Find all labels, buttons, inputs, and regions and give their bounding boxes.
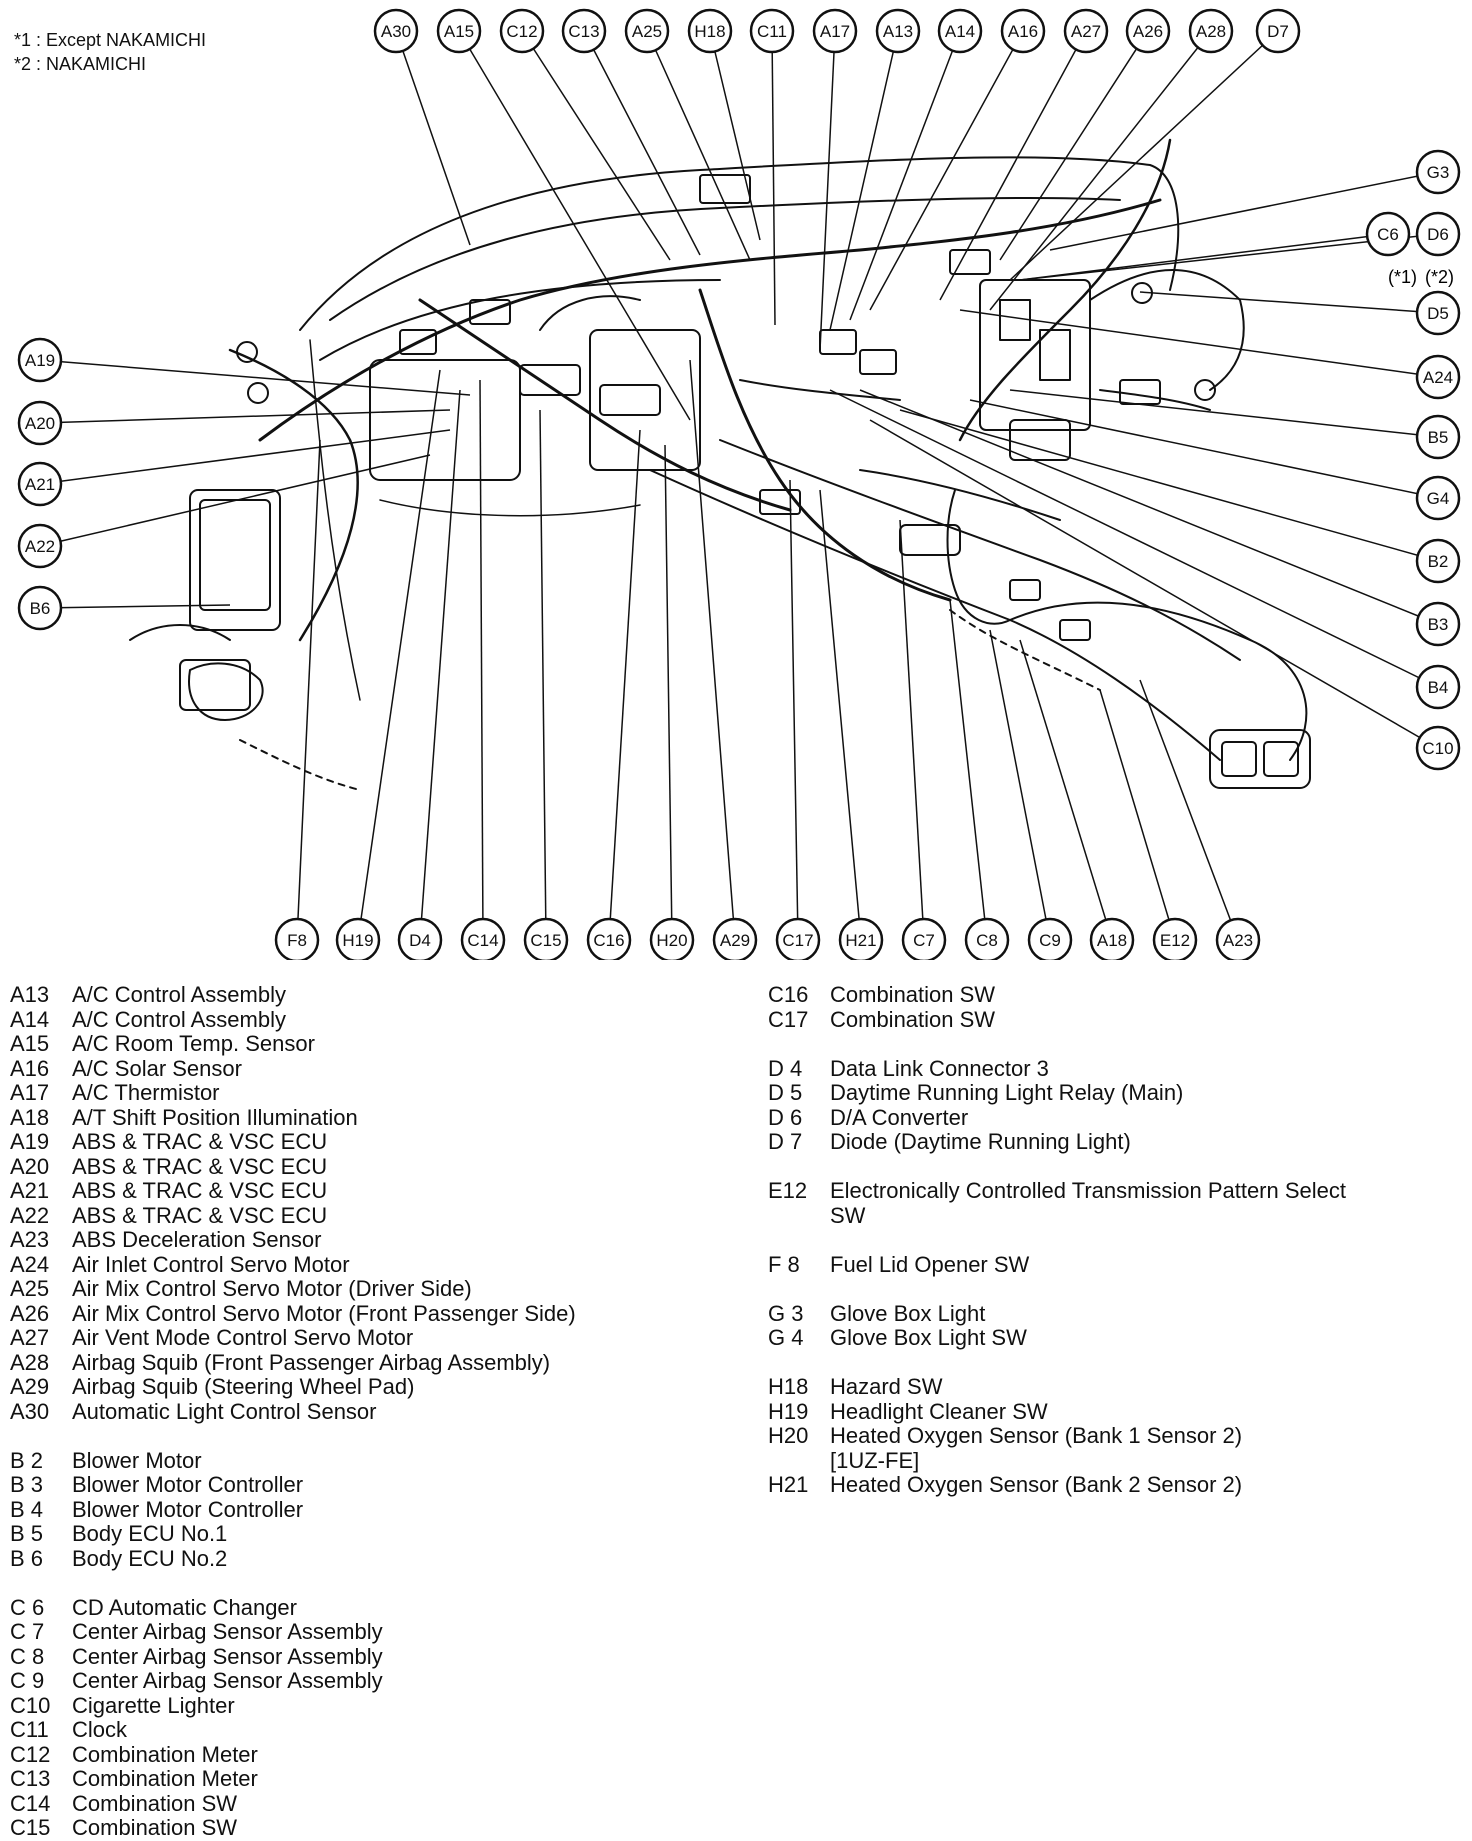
leader-line-a15 — [459, 31, 690, 420]
callout-label: C15 — [530, 931, 562, 950]
callout-a24 — [1417, 356, 1459, 398]
legend-row — [768, 1057, 1346, 1082]
legend-row — [768, 1400, 1346, 1425]
callout-b3 — [1417, 603, 1459, 645]
legend-description: ABS & TRAC & VSC ECU — [72, 1129, 328, 1154]
callout-label: H20 — [656, 931, 688, 950]
callout-c8 — [966, 919, 1008, 960]
legend-description: Air Inlet Control Servo Motor — [72, 1251, 350, 1277]
legend-row — [10, 1669, 576, 1694]
callout-c17 — [777, 919, 819, 960]
callout-label: A24 — [1422, 368, 1454, 387]
callout-label: C9 — [1039, 931, 1061, 950]
legend-code: B 2 — [10, 1447, 44, 1473]
legend-row — [768, 1204, 1346, 1229]
legend-row — [10, 1277, 576, 1302]
callout-label: A19 — [24, 351, 56, 370]
legend-code: B 5 — [10, 1521, 44, 1546]
legend-row — [10, 1155, 576, 1180]
note-nakamichi: *2 : NAKAMICHI — [14, 54, 147, 74]
callout-e12 — [1154, 919, 1196, 960]
legend-description: Combination Meter — [72, 1766, 258, 1791]
callout-a28 — [1190, 10, 1232, 52]
legend-description: Center Airbag Sensor Assembly — [72, 1668, 383, 1693]
legend-code: C 9 — [10, 1668, 45, 1693]
callout-a21 — [19, 463, 61, 505]
callout-a17 — [814, 10, 856, 52]
callout-a18 — [1091, 919, 1133, 960]
callout-label: C8 — [976, 931, 998, 950]
legend-code: B 6 — [10, 1545, 44, 1571]
callout-label: C16 — [593, 931, 625, 950]
legend-row — [10, 1522, 576, 1547]
legend-code: A19 — [10, 1129, 50, 1154]
legend-description: Diode (Daytime Running Light) — [830, 1129, 1131, 1154]
legend-code: C16 — [768, 982, 809, 1007]
legend-row — [10, 1767, 576, 1792]
legend-code: D 5 — [768, 1080, 803, 1105]
callout-label: D5 — [1427, 304, 1449, 323]
legend-description: Center Airbag Sensor Assembly — [72, 1643, 383, 1669]
legend-row — [768, 1473, 1346, 1498]
legend-description: SW — [830, 1202, 866, 1228]
legend-row — [768, 1424, 1346, 1449]
legend-description: Combination SW — [830, 1006, 996, 1032]
legend-code: D 6 — [768, 1104, 803, 1130]
legend-code: H20 — [768, 1423, 809, 1448]
legend-description: Hazard SW — [830, 1374, 943, 1399]
callout-label: C11 — [757, 22, 787, 41]
callout-a22 — [19, 525, 61, 567]
callout-c13 — [563, 10, 605, 52]
callout-d7 — [1257, 10, 1299, 52]
callout-label: H21 — [845, 931, 877, 950]
legend-code: C 7 — [10, 1619, 45, 1644]
callout-label: A30 — [380, 22, 412, 41]
leader-line-c11 — [772, 31, 775, 325]
callout-a16 — [1002, 10, 1044, 52]
legend-code: A22 — [10, 1202, 50, 1228]
legend-code — [768, 1204, 830, 1229]
legend-code: H21 — [768, 1472, 809, 1497]
legend-code: G 4 — [768, 1325, 804, 1350]
legend-code: C17 — [768, 1006, 809, 1032]
legend-row — [768, 1253, 1346, 1278]
legend-code: C 8 — [10, 1643, 45, 1669]
legend-code: A21 — [10, 1178, 50, 1203]
legend-row — [10, 1057, 576, 1082]
legend-gap — [768, 1032, 1346, 1057]
legend-row — [768, 1179, 1346, 1204]
callout-g4 — [1417, 477, 1459, 519]
leader-line-c6 — [1020, 234, 1388, 280]
callout-label: D4 — [409, 931, 431, 950]
callout-label: E12 — [1159, 931, 1191, 950]
callout-c6 — [1367, 213, 1409, 255]
legend-description: Air Vent Mode Control Servo Motor — [72, 1325, 414, 1350]
legend-row — [10, 1449, 576, 1474]
legend-row — [10, 1351, 576, 1376]
leader-line-c17 — [790, 480, 798, 940]
legend-code: A15 — [10, 1031, 50, 1056]
legend-row — [10, 1792, 576, 1817]
legend-code: C13 — [10, 1766, 51, 1791]
legend-code — [768, 1449, 830, 1474]
legend-row — [10, 1032, 576, 1057]
callout-label: A29 — [719, 931, 751, 950]
legend-description: Airbag Squib (Front Passenger Airbag Assembly) — [72, 1349, 551, 1375]
legend-description: Air Mix Control Servo Motor (Front Passenger Side) — [72, 1300, 576, 1326]
legend-row — [768, 983, 1346, 1008]
callout-label: C6 — [1377, 225, 1399, 244]
legend-row — [10, 1179, 576, 1204]
legend-description: Electronically Controlled Transmission Pattern Select — [830, 1178, 1347, 1203]
leader-line-a24 — [960, 310, 1438, 377]
legend-row — [10, 983, 576, 1008]
legend-description: Blower Motor Controller — [72, 1496, 304, 1522]
legend-row — [10, 1498, 576, 1523]
callout-label: B4 — [1427, 678, 1449, 697]
legend-left-column — [10, 983, 576, 1841]
callout-a20 — [19, 402, 61, 444]
legend-description: A/C Room Temp. Sensor — [72, 1031, 315, 1056]
legend-row — [10, 1400, 576, 1425]
leader-line-c15 — [540, 410, 546, 940]
legend-code: A28 — [10, 1349, 50, 1375]
leader-line-c10 — [870, 420, 1438, 748]
leader-line-c7 — [900, 520, 924, 940]
legend-row — [768, 1449, 1346, 1474]
leader-line-f8 — [297, 440, 320, 940]
callout-a15 — [438, 10, 480, 52]
callout-c11 — [751, 10, 793, 52]
callout-b5 — [1417, 416, 1459, 458]
legend-code: H18 — [768, 1374, 809, 1399]
legend-code: A14 — [10, 1006, 50, 1032]
legend-description: A/C Thermistor — [72, 1080, 220, 1105]
legend-code: A27 — [10, 1325, 50, 1350]
leader-line-a18 — [1020, 640, 1112, 940]
callout-d5 — [1417, 292, 1459, 334]
legend-row — [10, 1473, 576, 1498]
callout-label: D6 — [1427, 225, 1449, 244]
legend-code: C14 — [10, 1790, 51, 1816]
callout-a14 — [939, 10, 981, 52]
legend-row — [768, 1008, 1346, 1033]
legend-row — [10, 1130, 576, 1155]
callout-label: C14 — [467, 931, 499, 950]
leader-line-a22 — [40, 455, 430, 546]
legend-code: B 4 — [10, 1496, 44, 1522]
legend-row — [768, 1130, 1346, 1155]
dashboard-sketch — [130, 140, 1310, 790]
legend-gap — [10, 1571, 576, 1596]
legend-row — [768, 1106, 1346, 1131]
leader-line-c16 — [609, 430, 640, 940]
legend-description: Data Link Connector 3 — [830, 1055, 1049, 1081]
leader-line-d5 — [1140, 292, 1438, 313]
legend-description: Combination SW — [830, 982, 996, 1007]
legend-code: A18 — [10, 1104, 50, 1130]
legend-code: A13 — [10, 982, 50, 1007]
callout-h18 — [689, 10, 731, 52]
legend-code: A25 — [10, 1276, 50, 1301]
legend-row — [10, 1718, 576, 1743]
legend-gap — [768, 1351, 1346, 1376]
legend-description: A/T Shift Position Illumination — [72, 1104, 358, 1130]
callout-label: A23 — [1222, 931, 1254, 950]
legend-row — [10, 1694, 576, 1719]
leader-line-e12 — [1100, 690, 1175, 940]
option-tag-nakamichi: (*2) — [1425, 267, 1455, 287]
legend-row — [768, 1081, 1346, 1106]
leader-line-a23 — [1140, 680, 1238, 940]
callout-c15 — [525, 919, 567, 960]
callout-a29 — [714, 919, 756, 960]
callout-label: H18 — [694, 22, 726, 41]
legend-code: C12 — [10, 1741, 51, 1767]
legend-description: Heated Oxygen Sensor (Bank 1 Sensor 2) — [830, 1423, 1243, 1448]
legend-row — [10, 1228, 576, 1253]
callout-c9 — [1029, 919, 1071, 960]
callout-label: F8 — [287, 931, 307, 950]
legend-row — [10, 1204, 576, 1229]
legend-code: B 3 — [10, 1472, 44, 1497]
callout-label: B2 — [1427, 552, 1449, 571]
callout-label: D7 — [1267, 22, 1289, 41]
legend-code: G 3 — [768, 1300, 804, 1326]
legend-row — [10, 1743, 576, 1768]
callout-a26 — [1127, 10, 1169, 52]
callout-label: G3 — [1426, 163, 1450, 182]
legend-description: Glove Box Light SW — [830, 1325, 1027, 1350]
legend-description: Clock — [72, 1717, 128, 1742]
legend-row — [10, 1326, 576, 1351]
callout-a25 — [626, 10, 668, 52]
callout-d4 — [399, 919, 441, 960]
callout-c16 — [588, 919, 630, 960]
callout-label: C10 — [1422, 739, 1454, 758]
legend-row — [10, 1547, 576, 1572]
leader-line-c14 — [480, 380, 483, 940]
legend-description: Body ECU No.1 — [72, 1521, 228, 1546]
callout-label: A13 — [882, 22, 914, 41]
legend-row — [768, 1375, 1346, 1400]
legend-code: C 6 — [10, 1594, 45, 1620]
leader-line-a16 — [870, 31, 1023, 310]
callout-label: C12 — [506, 22, 538, 41]
legend-row — [10, 1375, 576, 1400]
callout-a13 — [877, 10, 919, 52]
legend-row — [10, 1620, 576, 1645]
legend-description: CD Automatic Changer — [72, 1594, 297, 1620]
callout-label: A20 — [24, 414, 56, 433]
legend-description: A/C Control Assembly — [72, 982, 286, 1007]
callout-label: A22 — [24, 537, 56, 556]
legend-row — [10, 1253, 576, 1278]
callout-a30 — [375, 10, 417, 52]
legend-code: C10 — [10, 1692, 51, 1718]
callout-label: A21 — [24, 475, 56, 494]
leader-line-a27 — [940, 31, 1086, 300]
leader-line-a30 — [396, 31, 470, 245]
callout-label: A14 — [944, 22, 976, 41]
callout-c12 — [501, 10, 543, 52]
legend-row — [10, 1645, 576, 1670]
legend-description: Combination SW — [72, 1790, 238, 1816]
legend-description: ABS & TRAC & VSC ECU — [72, 1202, 328, 1228]
legend-code: A29 — [10, 1374, 50, 1399]
callout-a27 — [1065, 10, 1107, 52]
legend-code: C11 — [10, 1717, 49, 1742]
leader-line-a17 — [820, 31, 835, 350]
legend-description: Airbag Squib (Steering Wheel Pad) — [72, 1374, 415, 1399]
legend-description: D/A Converter — [830, 1104, 969, 1130]
legend-gap — [768, 1228, 1346, 1253]
legend-description: Glove Box Light — [830, 1300, 986, 1326]
callout-c14 — [462, 919, 504, 960]
legend-description: Headlight Cleaner SW — [830, 1398, 1048, 1424]
leader-line-c12 — [522, 31, 670, 260]
leader-line-d7 — [1010, 31, 1278, 280]
callout-h19 — [337, 919, 379, 960]
callout-label: A28 — [1195, 22, 1227, 41]
callout-label: H19 — [342, 931, 374, 950]
legend-description: Combination Meter — [72, 1741, 258, 1767]
callout-label: A25 — [631, 22, 663, 41]
legend-description: Cigarette Lighter — [72, 1692, 235, 1718]
legend-code: E12 — [768, 1178, 808, 1203]
legend-description: Body ECU No.2 — [72, 1545, 228, 1571]
callout-label: B6 — [29, 599, 51, 618]
legend-gap — [768, 1277, 1346, 1302]
leader-line-a21 — [40, 430, 450, 484]
callout-a19 — [19, 339, 61, 381]
legend-row — [10, 1008, 576, 1033]
legend-code: D 4 — [768, 1055, 803, 1081]
callout-label: A17 — [819, 22, 851, 41]
leader-line-a25 — [647, 31, 750, 260]
legend-code: A30 — [10, 1398, 50, 1424]
legend-description: A/C Solar Sensor — [72, 1055, 242, 1081]
legend-code: D 7 — [768, 1129, 803, 1154]
callout-label: A26 — [1132, 22, 1164, 41]
leader-line-a20 — [40, 410, 450, 423]
callout-b4 — [1417, 666, 1459, 708]
legend-description: Blower Motor Controller — [72, 1472, 304, 1497]
legend-row — [768, 1302, 1346, 1327]
legend-description: Center Airbag Sensor Assembly — [72, 1619, 383, 1644]
legend-row — [10, 1106, 576, 1131]
leader-line-b3 — [860, 390, 1438, 624]
leader-line-c9 — [990, 630, 1050, 940]
callout-g3 — [1417, 151, 1459, 193]
legend-description: Air Mix Control Servo Motor (Driver Side) — [72, 1276, 472, 1301]
callout-label: A16 — [1007, 22, 1039, 41]
legend-code: A24 — [10, 1251, 50, 1277]
leader-line-a19 — [40, 360, 470, 395]
leader-line-c13 — [584, 31, 700, 255]
callout-label: C7 — [913, 931, 935, 950]
callout-f8 — [276, 919, 318, 960]
legend-right-column — [768, 983, 1346, 1498]
option-tag-except-nakamichi: (*1) — [1388, 267, 1418, 287]
legend-row — [10, 1081, 576, 1106]
legend-description: Combination SW — [72, 1815, 238, 1840]
legend-description: ABS & TRAC & VSC ECU — [72, 1153, 328, 1179]
legend-row — [10, 1302, 576, 1327]
legend-code: F 8 — [768, 1251, 800, 1277]
legend-description: Fuel Lid Opener SW — [830, 1251, 1030, 1277]
legend-description: [1UZ-FE] — [830, 1447, 920, 1473]
legend-code: A26 — [10, 1300, 50, 1326]
legend-description: Blower Motor — [72, 1447, 202, 1473]
legend-code: H19 — [768, 1398, 809, 1424]
legend-description: Heated Oxygen Sensor (Bank 2 Sensor 2) — [830, 1472, 1243, 1497]
callout-h20 — [651, 919, 693, 960]
legend-code: C15 — [10, 1815, 51, 1840]
legend-row — [10, 1596, 576, 1621]
legend-code: A20 — [10, 1153, 50, 1179]
callout-c7 — [903, 919, 945, 960]
leader-line-a26 — [1000, 31, 1148, 260]
callout-b6 — [19, 587, 61, 629]
callout-label: C13 — [568, 22, 600, 41]
callout-label: A27 — [1070, 22, 1102, 41]
legend-description: ABS Deceleration Sensor — [72, 1227, 322, 1252]
legend-description: Daytime Running Light Relay (Main) — [830, 1080, 1184, 1105]
legend-code: A23 — [10, 1227, 50, 1252]
callout-a23 — [1217, 919, 1259, 960]
legend-code: A16 — [10, 1055, 50, 1081]
callout-label: B5 — [1427, 428, 1449, 447]
legend-row — [10, 1816, 576, 1841]
legend-row — [768, 1326, 1346, 1351]
callout-label: A15 — [443, 22, 475, 41]
legend-gap — [768, 1155, 1346, 1180]
callout-c10 — [1417, 727, 1459, 769]
callout-label: B3 — [1427, 615, 1449, 634]
callout-label: C17 — [782, 931, 814, 950]
legend-description: A/C Control Assembly — [72, 1006, 286, 1032]
legend-gap — [10, 1424, 576, 1449]
callout-b2 — [1417, 540, 1459, 582]
legend-description: Automatic Light Control Sensor — [72, 1398, 377, 1424]
callout-label: A18 — [1096, 931, 1128, 950]
legend-code: A17 — [10, 1080, 50, 1105]
leader-line-a29 — [690, 360, 735, 940]
callout-h21 — [840, 919, 882, 960]
leader-line-h20 — [665, 445, 672, 940]
callout-label: G4 — [1426, 489, 1450, 508]
leader-line-c8 — [950, 600, 987, 940]
callout-d6 — [1417, 213, 1459, 255]
note-except-nakamichi: *1 : Except NAKAMICHI — [14, 30, 207, 50]
legend-description: ABS & TRAC & VSC ECU — [72, 1178, 328, 1203]
